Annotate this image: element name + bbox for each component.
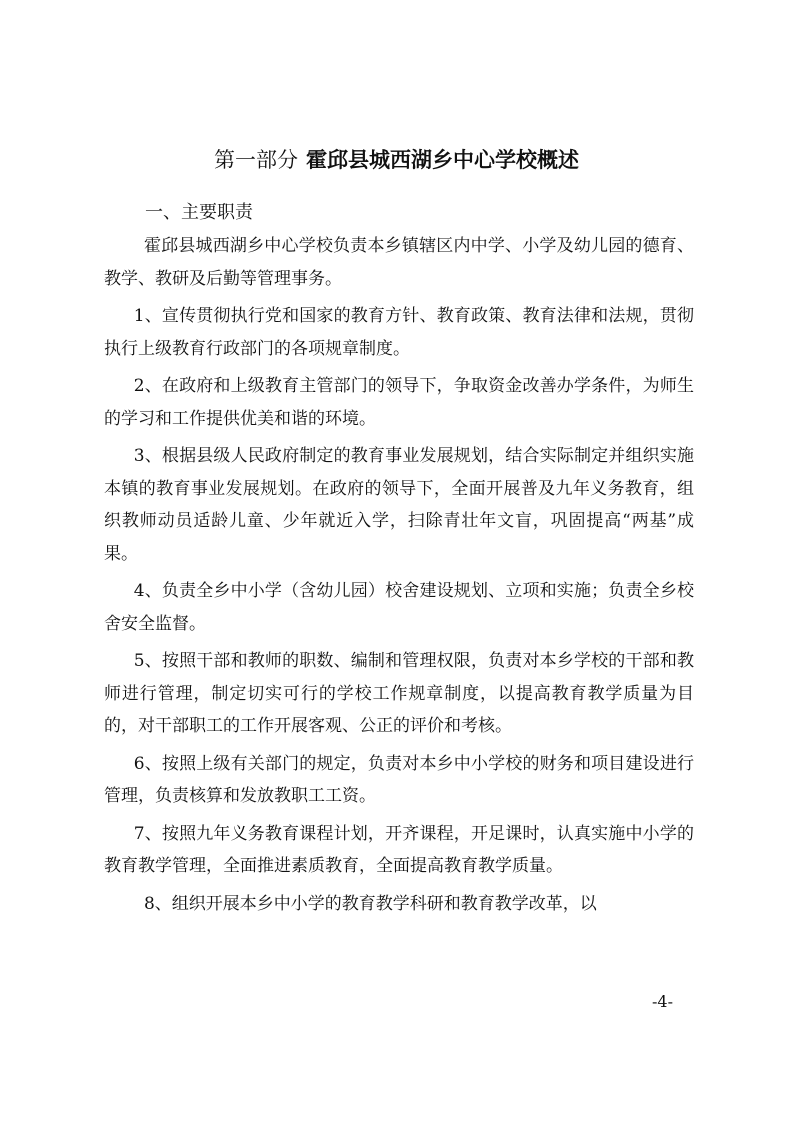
paragraph-item-4: 4、负责全乡中小学（含幼儿园）校舍建设规划、立项和实施；负责全乡校舍安全监督。 xyxy=(104,581,694,634)
section-heading: 一、主要职责 xyxy=(145,202,253,223)
body-text xyxy=(104,230,694,920)
paragraph-item-2: 2、在政府和上级教育主管部门的领导下，争取资金改善办学条件，为师生的学习和工作提供优美和谐的环境。 xyxy=(104,376,694,429)
title-main: 霍邱县城西湖乡中心学校概述 xyxy=(306,148,579,172)
page-number: -4- xyxy=(652,992,673,1011)
page-title xyxy=(0,146,793,174)
title-prefix: 第一部分 xyxy=(214,148,298,172)
paragraph-item-3: 3、根据县级人民政府制定的教育事业发展规划，结合实际制定并组织实施本镇的教育事业发展规划。在政府的领导下，全面开展普及九年义务教育，组织教师动员适龄儿童、少年就近入学，扫除青壮年文盲，巩固提高“两基”成果。 xyxy=(104,446,694,564)
paragraph-item-1: 1、宣传贯彻执行党和国家的教育方针、教育政策、教育法律和法规，贯彻执行上级教育行政部门的各项规章制度。 xyxy=(104,306,694,359)
paragraph-item-8: 8、组织开展本乡中小学的教育教学科研和教育教学改革，以 xyxy=(143,893,597,914)
intro-paragraph: 霍邱县城西湖乡中心学校负责本乡镇辖区内中学、小学及幼儿园的德育、教学、教研及后勤等管理事务。 xyxy=(104,236,694,289)
paragraph-item-5: 5、按照干部和教师的职数、编制和管理权限，负责对本乡学校的干部和教师进行管理，制定切实可行的学校工作规章制度，以提高教育教学质量为目的，对干部职工的工作开展客观、公正的评价和考核。 xyxy=(104,651,694,736)
paragraph-item-7: 7、按照九年义务教育课程计划，开齐课程，开足课时，认真实施中小学的教育教学管理，全面推进素质教育，全面提高教育教学质量。 xyxy=(104,823,694,876)
paragraph-item-6: 6、按照上级有关部门的规定，负责对本乡中小学校的财务和项目建设进行管理，负责核算和发放教职工工资。 xyxy=(104,753,694,806)
